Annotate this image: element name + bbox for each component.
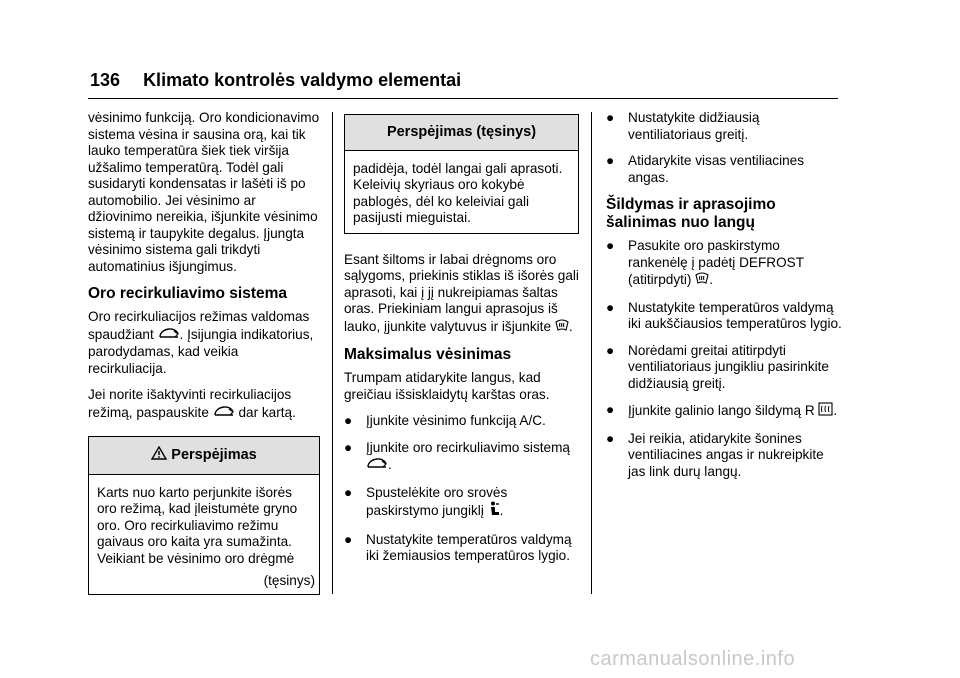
warning-box: [88, 436, 320, 595]
column-divider-1: [332, 112, 333, 594]
list-item: ● Spustelėkite oro srovės paskirstymo jungiklį .: [344, 485, 579, 522]
section-heading-defrost: Šildymas ir aprasojimo šalinimas nuo langų: [606, 196, 776, 231]
list-item: ● Nustatykite temperatūros valdymą iki aukščiausios temperatūros lygio.: [606, 299, 842, 331]
list-item: ● Įjunkite oro recirkuliavimo sistemą .: [344, 440, 579, 475]
defrost-icon: [695, 271, 709, 290]
column-3: [606, 110, 842, 490]
page-title: Klimato kontrolės valdymo elementai: [143, 70, 462, 90]
list-item: ● Įjunkite vėsinimo funkciją A/C.: [344, 413, 546, 428]
recirc-paragraph-2: Jei norite išaktyvinti recirkuliacijos režimą, paspauskite dar kartą.: [88, 387, 320, 422]
warning-body: Karts nuo karto perjunkite išorės oro režimą, kad įleistumėte gryno oro. Oro recirkuliavimo režimu gaivaus oro kaita yra sumažinta. Veikiant be vėsinimo oro drėgmė: [97, 484, 298, 566]
recirculation-icon: [366, 456, 388, 475]
warning-continued: (tęsinys): [263, 573, 315, 588]
max-cooling-paragraph: Trumpam atidarykite langus, kad greičiau išsisklaidytų karštas oras.: [344, 370, 550, 402]
list-item: ● Nustatykite didžiausią ventiliatoriaus greitį.: [606, 110, 760, 142]
list-item: ● Atidarykite visas ventiliacines angas.: [606, 153, 805, 185]
warning-body-continued: padidėja, todėl langai gali aprasoti. Keleivių skyriaus oro kokybė pablogės, dėl ko keleiviai gali pasijusti mieguistai.: [353, 160, 563, 225]
header-rule: [88, 98, 838, 99]
warning-box-continued: [344, 114, 579, 234]
list-item: ● Norėdami greitai atitirpdyti ventiliatoriaus jungikliu pasirinkite didžiausią greitį.: [606, 342, 829, 391]
warning-header: Perspėjimas: [89, 437, 319, 475]
list-item: ● Jei reikia, atidarykite šonines ventiliacines angas ir nukreipkite jas link durų langų.: [606, 430, 824, 479]
defrost-icon: [555, 318, 569, 337]
warning-triangle-icon: [151, 446, 167, 465]
column-2: [344, 110, 579, 575]
watermark: carmanualsonline.info: [590, 648, 796, 670]
vent-mode-icon: [488, 501, 500, 522]
page-number: 136: [90, 70, 121, 90]
column-divider-2: [591, 112, 592, 594]
rear-defrost-icon: [818, 402, 833, 421]
fogging-paragraph: Esant šiltoms ir labai drėgnoms oro sąlygoms, priekinis stiklas iš išorės gali aprasoti, kai į jį nukreipiamas šaltas oras. Priekiniam langui aprasojus iš lauko, įjunkite valytuvus ir išjunkite .: [344, 252, 579, 337]
page-header: [90, 70, 461, 91]
list-item: ● Įjunkite galinio lango šildymą R .: [606, 402, 842, 421]
intro-paragraph: vėsinimo funkciją. Oro kondicionavimo sistema vėsina ir sausina orą, kai tik lauko temperatūra šiek tiek viršija užšalimo temperatūrą. Todėl gali susidaryti kondensatas ir lašėti iš po automobilio. Jei vėsinimo ar džiovinimo nereikia, išjunkite vėsinimo sistemą ir taupykite degalus. Įjungta vėsinimo sistema gali trikdyti automatinius išjungimus.: [88, 110, 320, 274]
section-heading-recirculation: Oro recirkuliavimo sistema: [88, 285, 288, 302]
recirculation-icon: [158, 326, 180, 345]
recirculation-icon: [213, 404, 235, 423]
list-item: ● Nustatykite temperatūros valdymą iki žemiausios temperatūros lygio.: [344, 531, 572, 563]
column-1: [88, 110, 320, 595]
section-heading-max-cooling: Maksimalus vėsinimas: [344, 346, 512, 363]
list-item: ● Pasukite oro paskirstymo rankenėlę į padėtį DEFROST (atitirpdyti) .: [606, 238, 842, 290]
warning-header-continued: Perspėjimas (tęsinys): [345, 115, 578, 151]
recirc-paragraph-1: Oro recirkuliacijos režimas valdomas spaudžiant . Įsijungia indikatorius, parodydamas, kad veikia recirkuliacija.: [88, 309, 314, 376]
